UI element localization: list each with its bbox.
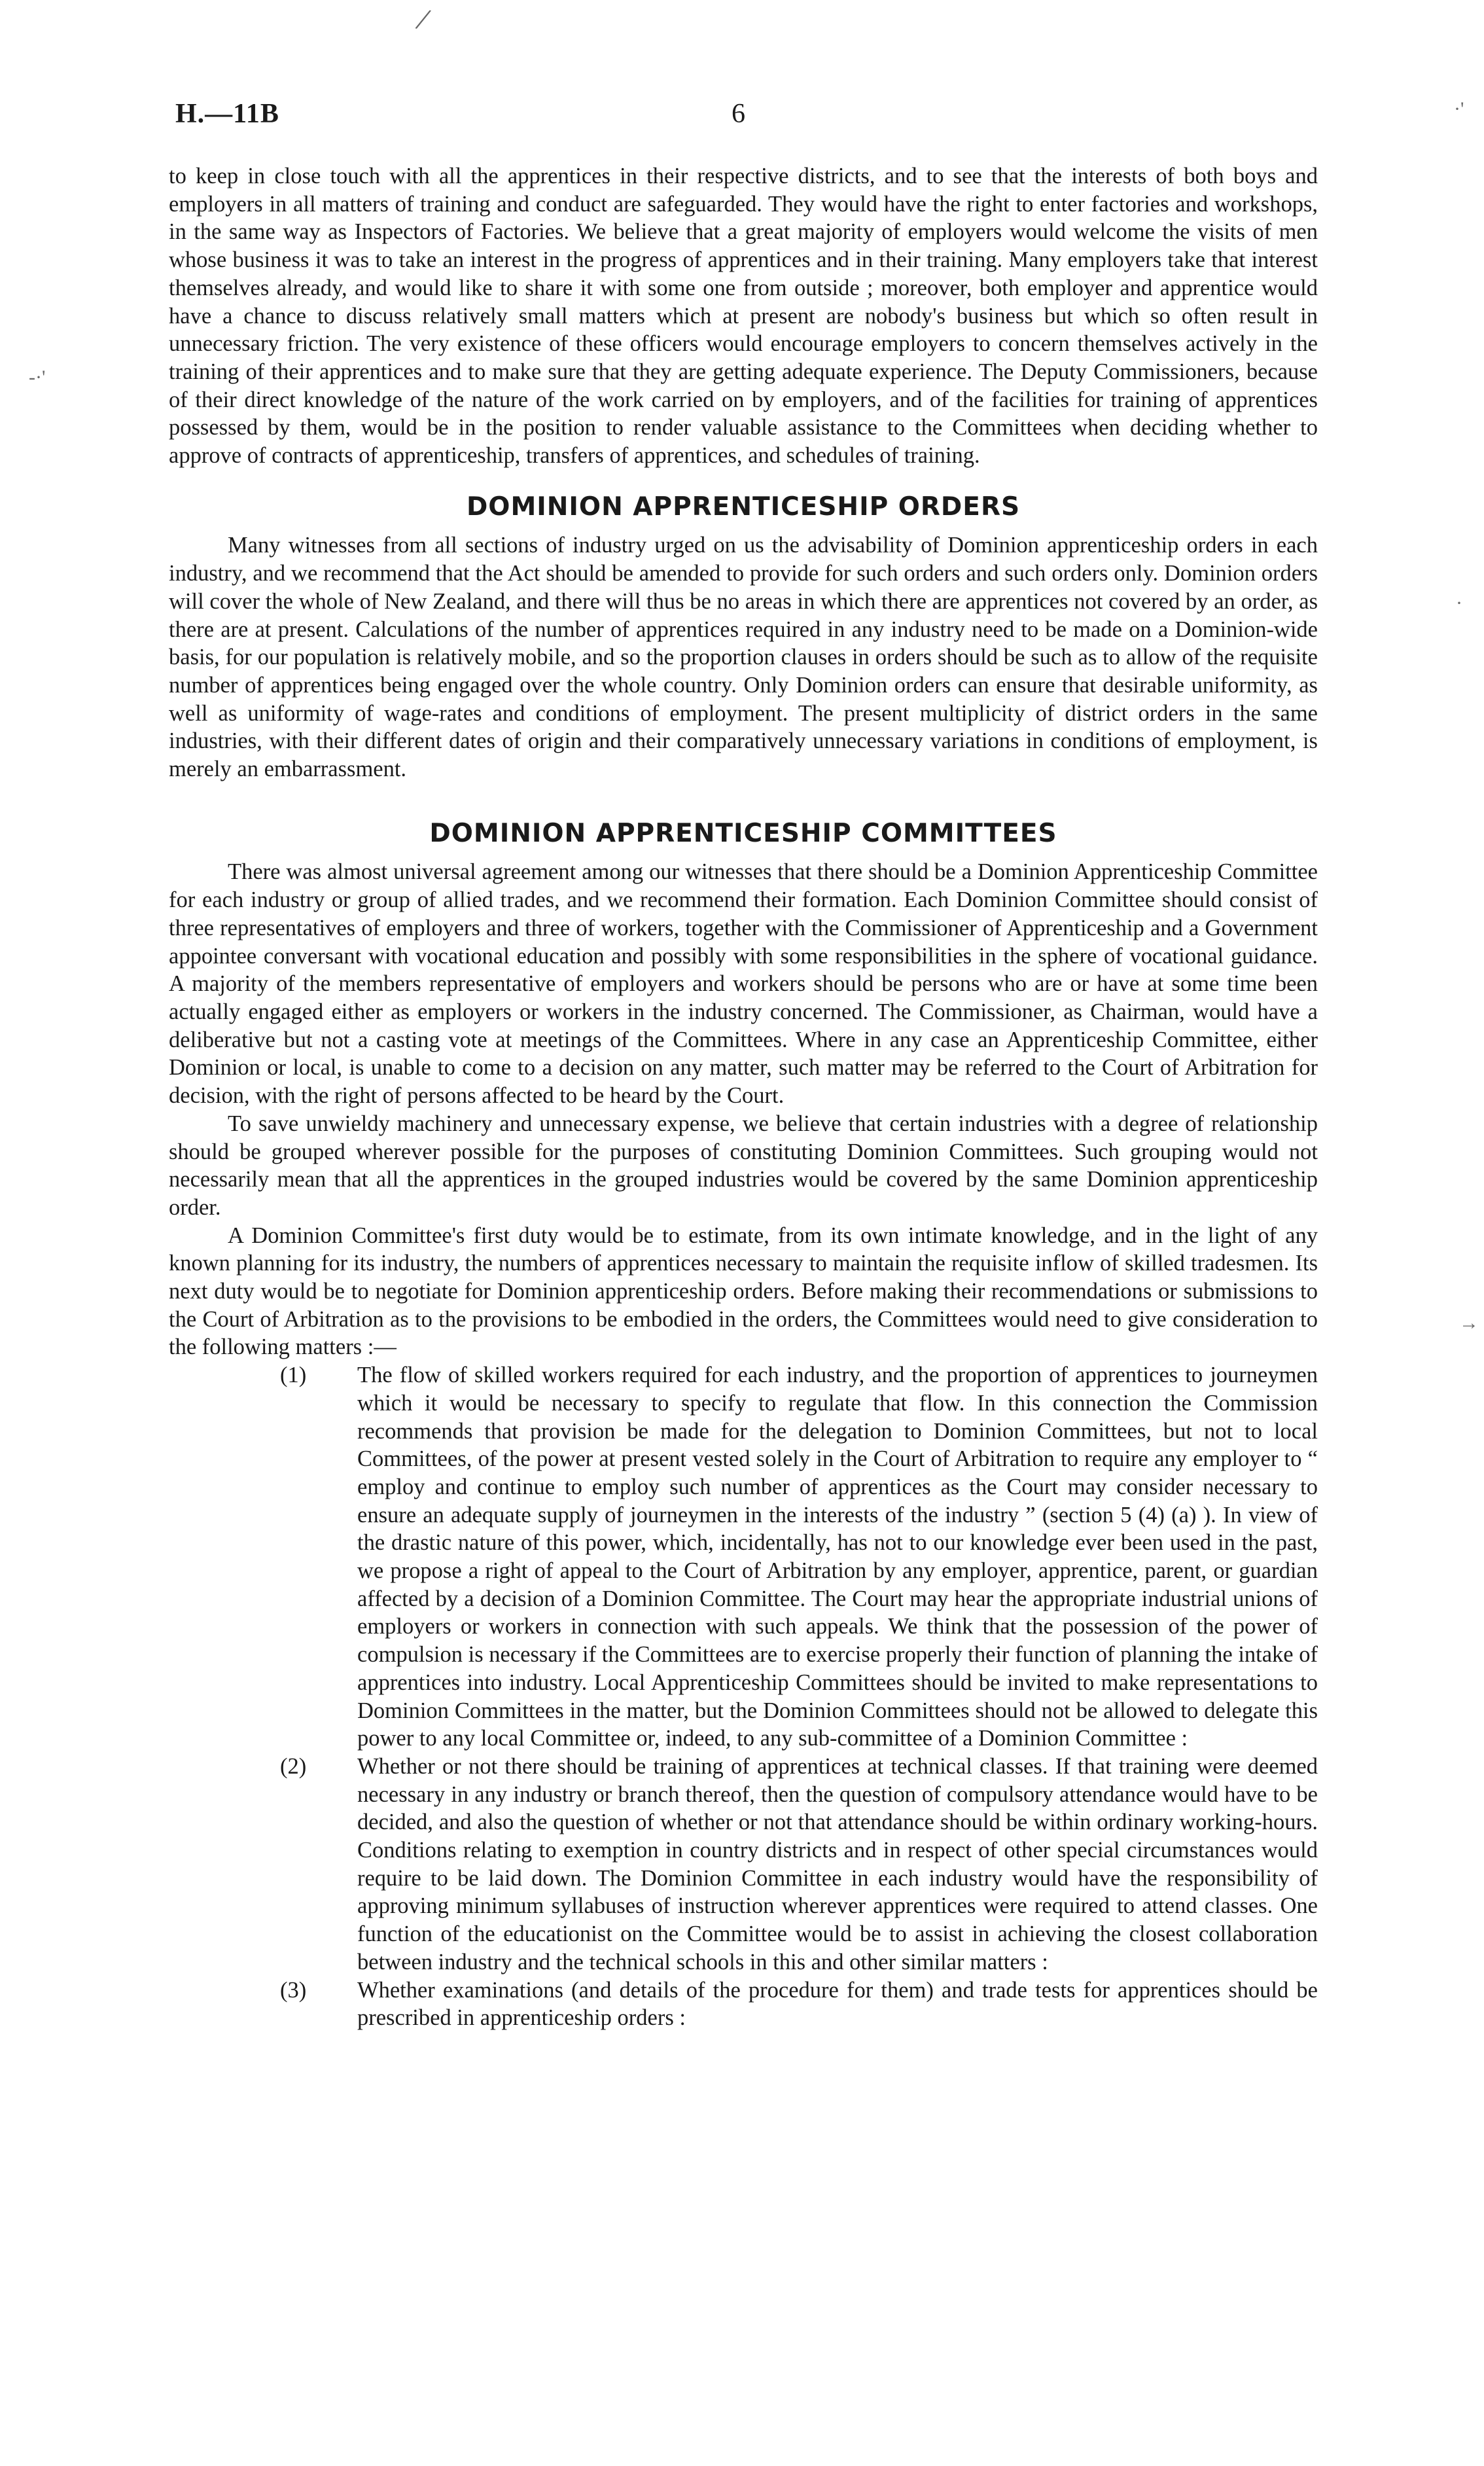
numbered-item <box>169 1976 1318 2032</box>
orders-paragraph: Many witnesses from all sections of industry urged on us the advisability of Dominion apprenticeship orders in each industry, and we recommend that the Act should be amended to provide for such orders and such orders only. Dominion orders will cover the whole of New Zealand, and there will thus be no areas in which there are apprentices not covered by an order, as there are at present. Calculations of the number of apprentices required in any industry need to be made on a Dominion-wide basis, for our population is relatively mobile, and so the proportion clauses in orders should be such as to allow of the requisite number of apprentices being engaged over the whole country. Only Dominion orders can ensure that desirable uniformity, as well as uniformity of wage-rates and conditions of employment. The present multiplicity of district orders in the same industries, with their different dates of origin and their comparatively unnecessary variations in conditions of employment, is merely an embarrassment. <box>169 533 1318 782</box>
item-text: Whether examinations (and details of the procedure for them) and trade tests for apprentices should be prescribed in apprenticeship orders : <box>357 1977 1318 2031</box>
committees-paragraph: A Dominion Committee's first duty would be to estimate, from its own intimate knowledge, and in the light of any known planning for its industry, the numbers of apprentices necessary to maintain the requisite inflow of skilled tradesmen. Its next duty would be to negotiate for Dominion apprenticeship orders. Before making their recommendations or submissions to the Court of Arbitration as to the provisions to be embodied in the orders, the Committees would need to give consideration to the following matters :— <box>169 1223 1318 1360</box>
section-heading-orders: DOMINION APPRENTICESHIP ORDERS <box>466 491 1021 522</box>
page-header <box>175 98 1322 137</box>
committees-paragraph: There was almost universal agreement among our witnesses that there should be a Dominion Apprenticeship Committee for each industry or group of allied trades, and we recommend their formation. Each Dominion Committee should consist of three representatives of employers and three of workers, together with the Commissioner of Apprenticeship and a Government appointee conversant with vocational education and possibly with some responsibilities in the sphere of vocational guidance. A majority of the members representative of employers and workers should be persons who are or have at some time been actually engaged either as employers or workers in the industry concerned. The Commissioner, as Chairman, would have a deliberative but not a casting vote at meetings of the Committees. Where in any case an Apprenticeship Committee, either Dominion or local, is unable to come to a decision on any matter, such matter may be referred to the Court of Arbitration for decision, with the right of persons affected to be heard by the Court. <box>169 859 1318 1109</box>
page-number: 6 <box>732 99 745 129</box>
scan-mark-right-top: ·' <box>1454 98 1464 120</box>
item-number: (3) <box>280 1977 307 2003</box>
item-text: The flow of skilled workers required for each industry, and the proportion of apprentices to journeymen which it would be necessary to specify to regulate that flow. In this connection the Commission recommends that provision be made for the delegation to Dominion Committees, but not to local Committees, of the power at present vested solely in the Court of Arbitration to require any employer to “ employ and continue to employ such number of apprentices as the Court may consider necessary to ensure an adequate supply of journeymen in the interests of the industry ” (section 5 (4) (a) ). In view of the drastic nature of this power, which, incidentally, has not to our knowledge ever been used in the past, we propose a right of appeal to the Court of Arbitration by any employer, apprentice, parent, or guardian affected by a decision of a Dominion Committee. The Court may hear the appropriate industrial unions of employers or workers in connection with such appeals. We think that the possession of the power of compulsion is necessary if the Committees are to exercise properly their function of planning the intake of apprentices into industry. Local Apprenticeship Committees should be invited to make representations to Dominion Committees in the matter, but the Dominion Committees should not be allowed to delegate this power to any local Committee or, indeed, to any sub-committee of a Dominion Committee : <box>357 1363 1318 1751</box>
committees-paragraph: To save unwieldy machinery and unnecessary expense, we believe that certain industries with a degree of relationship should be grouped wherever possible for the purposes of constituting Dominion Committees. Such grouping would not necessarily mean that all the apprentices in the grouped industries would be covered by the same Dominion apprenticeship order. <box>169 1111 1318 1220</box>
scan-mark-left: -·' <box>29 366 46 388</box>
item-text: Whether or not there should be training of apprentices at technical classes. If that training were deemed necessary in any industry or branch thereof, then the question of compulsory attendance would have to be decided, and also the question of whether or not that attendance should be within ordinary working-hours. Conditions relating to exemption in country districts and in respect of other special circumstances would require to be laid down. The Dominion Committee in each industry would have the responsibility of approving minimum syllabuses of instruction wherever apprentices were required to attend classes. One function of the educationist on the Committee would be to assist in achieving the closest collaboration between industry and the technical schools in this and other similar matters : <box>357 1753 1318 1975</box>
scan-mark-top: / <box>412 0 434 38</box>
scan-mark-right-mid: · <box>1456 592 1462 614</box>
document-reference: H.—11B <box>175 99 279 129</box>
numbered-item <box>169 1361 1318 1753</box>
item-number: (1) <box>280 1363 307 1388</box>
item-number: (2) <box>280 1753 307 1779</box>
intro-paragraph: to keep in close touch with all the apprentices in their respective districts, and to see that the interests of both boys and employers in all matters of training and conduct are safeguarded. They would have the right to enter factories and workshops, in the same way as Inspectors of Factories. We believe that a great majority of employers would welcome the visits of men whose business it was to take an interest in the progress of apprentices and in their training. Many employers take that interest themselves already, and would like to share it with some one from outside ; moreover, both employer and apprentice would have a chance to discuss relatively small matters which at present are nobody's business but which so often result in unnecessary friction. The very existence of these officers would encourage employers to concern themselves actively in the training of their apprentices and to make sure that they are getting adequate experience. The Deputy Commissioners, because of their direct knowledge of the nature of the work carried on by employers, and of the facilities for training of apprentices possessed by them, would be in the position to render valuable assistance to the Committees when deciding whether to approve of contracts of apprenticeship, transfers of apprentices, and schedules of training. <box>169 164 1318 469</box>
scan-mark-right-lower: → <box>1459 1312 1479 1334</box>
body-text <box>169 162 1318 2032</box>
numbered-item <box>169 1753 1318 1976</box>
section-heading-committees: DOMINION APPRENTICESHIP COMMITTEES <box>429 818 1057 848</box>
